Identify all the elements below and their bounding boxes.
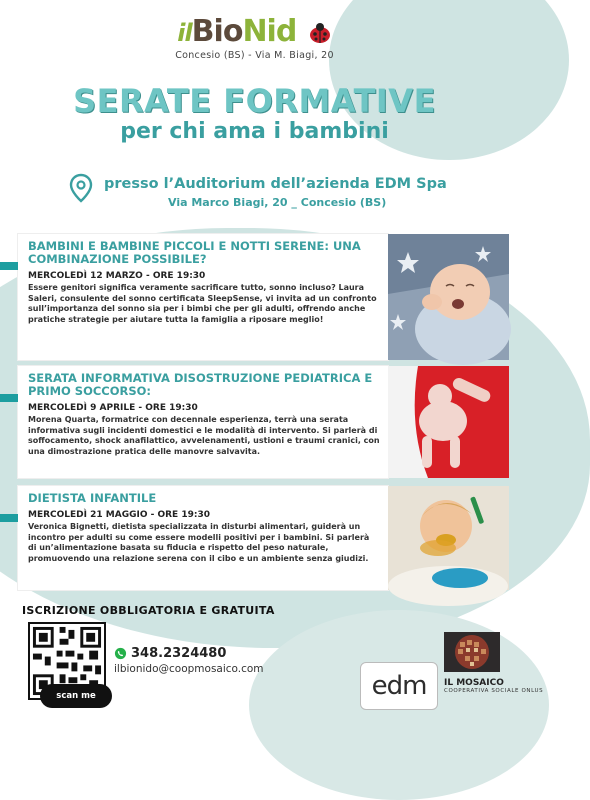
event-title: SERATA INFORMATIVA DISOSTRUZIONE PEDIATRICA E PRIMO SOCCORSO: — [28, 371, 373, 398]
event-accent-bar — [0, 262, 18, 270]
whatsapp-icon — [114, 647, 127, 660]
event-description: Essere genitori significa veramente sacrificare tutto, sonno incluso? Laura Saleri, consulente del sonno certificata SleepSense, vi invita ad un confronto sull’importanza del sonno sia per i bimbi che per gli adulti, offrendo anche pratiche strategie per aiutare tutta la famiglia a riposare meglio! — [28, 283, 377, 324]
logo-bio: Bio — [191, 14, 243, 49]
contact-phone[interactable] — [114, 646, 226, 661]
event-card-first-aid — [18, 366, 388, 478]
event-description: Morena Quarta, formatrice con decennale esperienza, terrà una serata informativa sugli incidenti domestici e le modalità di intervento. Si parlerà di soffocamento, shock anafilattico, avvelenamenti, ustioni e traumi cranici, con una dimostrazione pratica delle manovre salvavita. — [28, 415, 380, 456]
photo-sleeping-baby — [388, 234, 509, 360]
phone-number: 348.2324480 — [131, 646, 227, 661]
contact-email[interactable]: ilbionido@coopmosaico.com — [114, 663, 264, 675]
logo-il: il — [177, 19, 192, 47]
logo-wordmark — [0, 14, 509, 49]
event-accent-bar — [0, 514, 18, 522]
venue-name: presso l’Auditorium dell’azienda EDM Spa — [104, 176, 447, 192]
event-date: MERCOLEDÌ 21 MAGGIO - ORE 19:30 — [28, 510, 210, 520]
ladybug-icon — [308, 22, 332, 44]
logo-address: Concesio (BS) - Via M. Biagi, 20 — [175, 50, 334, 61]
photo-first-aid — [388, 366, 509, 478]
event-description: Veronica Bignetti, dietista specializzata in disturbi alimentari, guiderà un incontro per adulti su come essere modelli positivi per i bambini. Si parlerà di un’alimentazione basata su fiducia e rispetto del peso naturale, promuovendo una relazione serena con il cibo e un ambiente senza giudizi. — [28, 522, 370, 563]
event-date: MERCOLEDÌ 12 MARZO - ORE 19:30 — [28, 271, 206, 281]
mosaico-emblem-icon — [444, 632, 500, 672]
page-subtitle: per chi ama i bambini — [120, 119, 389, 144]
mosaico-subtitle: COOPERATIVA SOCIALE ONLUS — [444, 688, 544, 694]
scan-me-label: scan me — [40, 684, 112, 708]
edm-logo — [360, 662, 438, 710]
page-title: SERATE FORMATIVE — [73, 82, 436, 120]
photo-baby-eating — [388, 486, 509, 590]
event-title: DIETISTA INFANTILE — [28, 491, 157, 505]
logo-nid: Nid — [242, 14, 297, 49]
location-pin-icon — [70, 174, 92, 202]
logo — [0, 14, 509, 61]
event-title: BAMBINI E BAMBINE PICCOLI E NOTTI SERENE: UNA COMBINAZIONE POSSIBILE? — [28, 239, 361, 266]
registration-heading: ISCRIZIONE OBBLIGATORIA E GRATUITA — [22, 604, 275, 617]
mosaico-logo — [444, 632, 544, 694]
edm-wordmark: edm — [371, 671, 427, 701]
event-accent-bar — [0, 394, 18, 402]
event-date: MERCOLEDÌ 9 APRILE - ORE 19:30 — [28, 403, 198, 413]
venue-address: Via Marco Biagi, 20 _ Concesio (BS) — [168, 196, 387, 209]
event-card-sleep — [18, 234, 388, 360]
event-card-nutrition — [18, 486, 388, 590]
mosaico-name: IL MOSAICO — [444, 678, 504, 688]
